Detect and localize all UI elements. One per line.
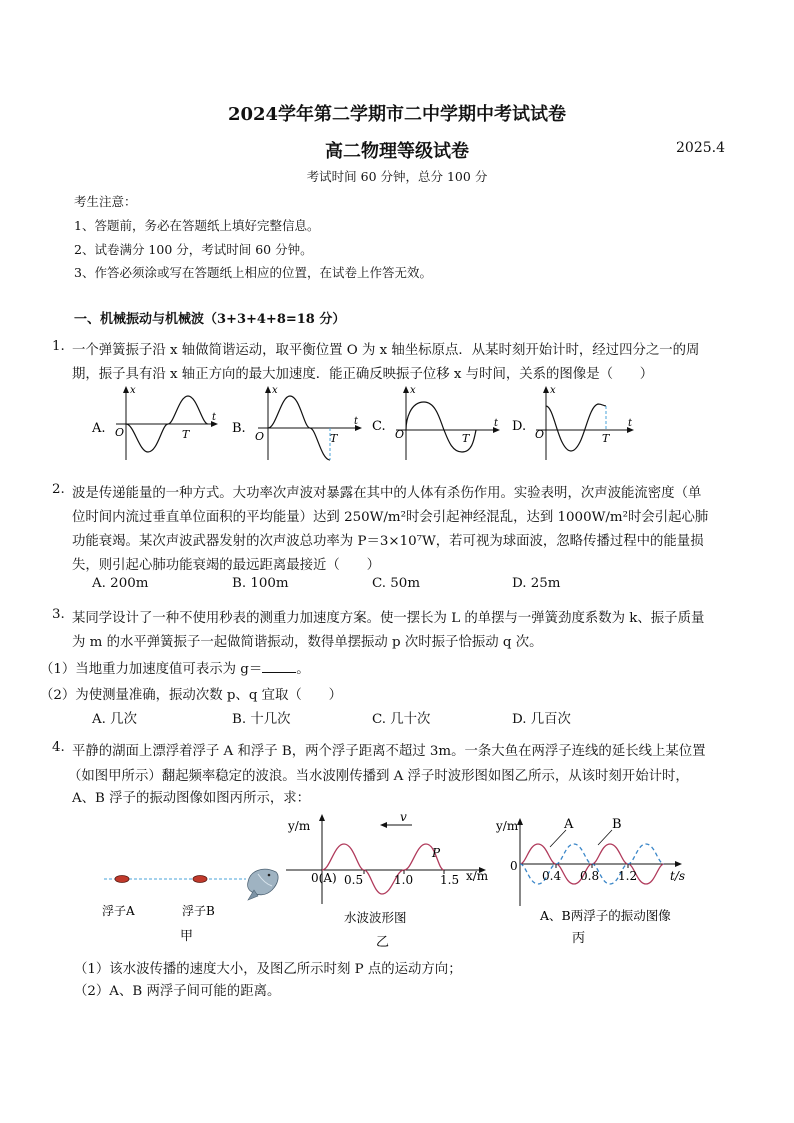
question-text: 功能衰竭。某次声波武器发射的次声波总功率为 P＝3×10⁷W，若可视为球面波，忽略传播过程中的能量损 bbox=[72, 534, 704, 549]
option-a: A. 200m bbox=[92, 576, 149, 591]
exam-subtitle: 高二物理等级试卷 bbox=[325, 141, 469, 162]
q3-part1 bbox=[40, 658, 310, 677]
notice-item: 1、答题前，务必在答题纸上填好完整信息。 bbox=[74, 218, 320, 233]
section-title: 一、机械振动与机械波（3+3+4+8=18 分） bbox=[74, 312, 346, 327]
question-text: 平静的湖面上漂浮着浮子 A 和浮子 B，两个浮子距离不超过 3m。一条大鱼在两浮子连线的延长线上某位置 bbox=[72, 744, 706, 759]
series-label-b: B bbox=[612, 817, 622, 832]
axis-label: t bbox=[212, 412, 217, 423]
origin-label: 0 bbox=[510, 859, 518, 873]
axis-label: t bbox=[354, 416, 359, 427]
figure-caption: A、B两浮子的振动图像 bbox=[540, 908, 671, 923]
question-text: 失，则引起心肺功能衰竭的最远距离最接近（ ） bbox=[72, 558, 380, 573]
question-text: A、B 浮子的振动图像如图丙所示，求： bbox=[72, 791, 311, 806]
axis-label: y/m bbox=[496, 819, 519, 833]
exam-date: 2025.4 bbox=[676, 140, 725, 156]
origin-label: 0(A) bbox=[311, 871, 337, 885]
question-text: （1）当地重力加速度值可表示为 g＝ bbox=[40, 662, 263, 677]
sub-question: （1）该水波传播的速度大小，及图乙所示时刻 P 点的运动方向； bbox=[74, 962, 462, 977]
fish-icon bbox=[248, 869, 278, 900]
figure-caption: 甲 bbox=[180, 929, 194, 944]
figure-jia bbox=[98, 860, 288, 950]
exam-time-info: 考试时间 60 分钟，总分 100 分 bbox=[306, 169, 488, 184]
question-text: 波是传递能量的一种方式。大功率次声波对暴露在其中的人体有杀伤作用。实验表明，次声波能流密度（单 bbox=[72, 486, 702, 501]
float-label: 浮子B bbox=[182, 904, 215, 918]
option-label: A. bbox=[92, 421, 106, 436]
figure-yi bbox=[286, 808, 496, 948]
period-label: T bbox=[602, 432, 610, 445]
period-label: T bbox=[182, 428, 190, 441]
graph-option-a bbox=[91, 385, 218, 460]
figure-caption: 水波波形图 bbox=[344, 910, 407, 925]
option-label: D. bbox=[512, 419, 527, 434]
answer-blank bbox=[262, 672, 296, 673]
notice-item: 2、试卷满分 100 分，考试时间 60 分钟。 bbox=[74, 242, 313, 257]
question-text: 为 m 的水平弹簧振子一起做简谐振动，数得单摆振动 p 次时振子恰振动 q 次。 bbox=[72, 635, 543, 650]
figure-caption: 丙 bbox=[572, 931, 586, 946]
axis-label: y/m bbox=[288, 819, 311, 833]
tick-label: 0.5 bbox=[344, 873, 364, 887]
figure-bing bbox=[494, 810, 704, 950]
question-number: 3. bbox=[52, 607, 65, 622]
float-label: 浮子A bbox=[102, 904, 135, 918]
graph-option-b bbox=[232, 385, 362, 460]
option-d: D. 几百次 bbox=[512, 712, 571, 727]
velocity-label: v bbox=[400, 810, 407, 824]
sub-question: （2）A、B 两浮子间可能的距离。 bbox=[74, 984, 281, 999]
q1-option-graphs bbox=[84, 380, 654, 464]
tick-label: 0.4 bbox=[542, 869, 562, 883]
origin-label: O bbox=[535, 428, 545, 441]
question-number: 2. bbox=[52, 482, 65, 497]
notice-heading: 考生注意： bbox=[74, 194, 137, 209]
graph-option-d bbox=[512, 385, 634, 460]
tick-label: 0.8 bbox=[580, 869, 600, 883]
option-c: C. 50m bbox=[372, 576, 421, 591]
axis-label: t bbox=[494, 418, 499, 429]
question-text: 期，振子具有沿 x 轴正方向的最大加速度．能正确反映振子位移 x 与时间，关系的图像是（ ） bbox=[72, 367, 654, 382]
question-text: 某同学设计了一种不使用秒表的测重力加速度方案。使一摆长为 L 的单摆与一弹簧劲度系数为 k、振子质量 bbox=[72, 611, 705, 626]
option-a: A. 几次 bbox=[92, 712, 137, 727]
axis-label: t/s bbox=[670, 869, 686, 883]
origin-label: O bbox=[255, 430, 265, 443]
graph-option-c bbox=[372, 385, 500, 460]
float-b-icon bbox=[193, 876, 207, 883]
notice-item: 3、作答必须涂或写在答题纸上相应的位置，在试卷上作答无效。 bbox=[74, 265, 432, 280]
tick-label: 1.5 bbox=[440, 873, 460, 887]
question-text: 一个弹簧振子沿 x 轴做简谐运动，取平衡位置 O 为 x 轴坐标原点．从某时刻开始计时，经过四分之一的周 bbox=[72, 343, 700, 358]
origin-label: O bbox=[115, 426, 125, 439]
axis-label: x bbox=[410, 385, 416, 396]
axis-label: x bbox=[130, 385, 136, 396]
axis-label: x bbox=[550, 385, 556, 396]
option-label: B. bbox=[232, 421, 246, 436]
option-d: D. 25m bbox=[512, 576, 561, 591]
figure-caption: 乙 bbox=[376, 935, 390, 948]
axis-label: x bbox=[272, 385, 278, 396]
axis-label: x/m bbox=[466, 869, 489, 883]
period-label: T bbox=[330, 432, 338, 445]
option-label: C. bbox=[372, 419, 386, 434]
origin-label: O bbox=[395, 428, 405, 441]
option-b: B. 十几次 bbox=[232, 712, 291, 727]
option-c: C. 几十次 bbox=[372, 712, 431, 727]
question-number: 1. bbox=[52, 339, 65, 354]
tick-label: 1.2 bbox=[618, 869, 638, 883]
option-b: B. 100m bbox=[232, 576, 289, 591]
question-text: （2）为使测量准确，振动次数 p、q 宜取（ ） bbox=[40, 688, 342, 703]
question-text: （如图甲所示）翻起频率稳定的波浪。当水波刚传播到 A 浮子时波形图如图乙所示，从该时刻开始计时， bbox=[68, 769, 689, 784]
point-p-label: P bbox=[432, 846, 441, 860]
question-text: 。 bbox=[296, 662, 310, 677]
axis-label: t bbox=[628, 418, 633, 429]
exam-title: 2024学年第二学期市二中学期中考试试卷 bbox=[227, 104, 567, 125]
question-text: 位时间内流过垂直单位面积的平均能量）达到 250W/m²时会引起神经混乱，达到 1000W/m²时会引起心肺 bbox=[72, 510, 709, 525]
tick-label: 1.0 bbox=[394, 873, 414, 887]
series-label-a: A bbox=[564, 817, 574, 832]
float-a-icon bbox=[115, 876, 129, 883]
period-label: T bbox=[462, 432, 470, 445]
question-number: 4. bbox=[52, 740, 65, 755]
